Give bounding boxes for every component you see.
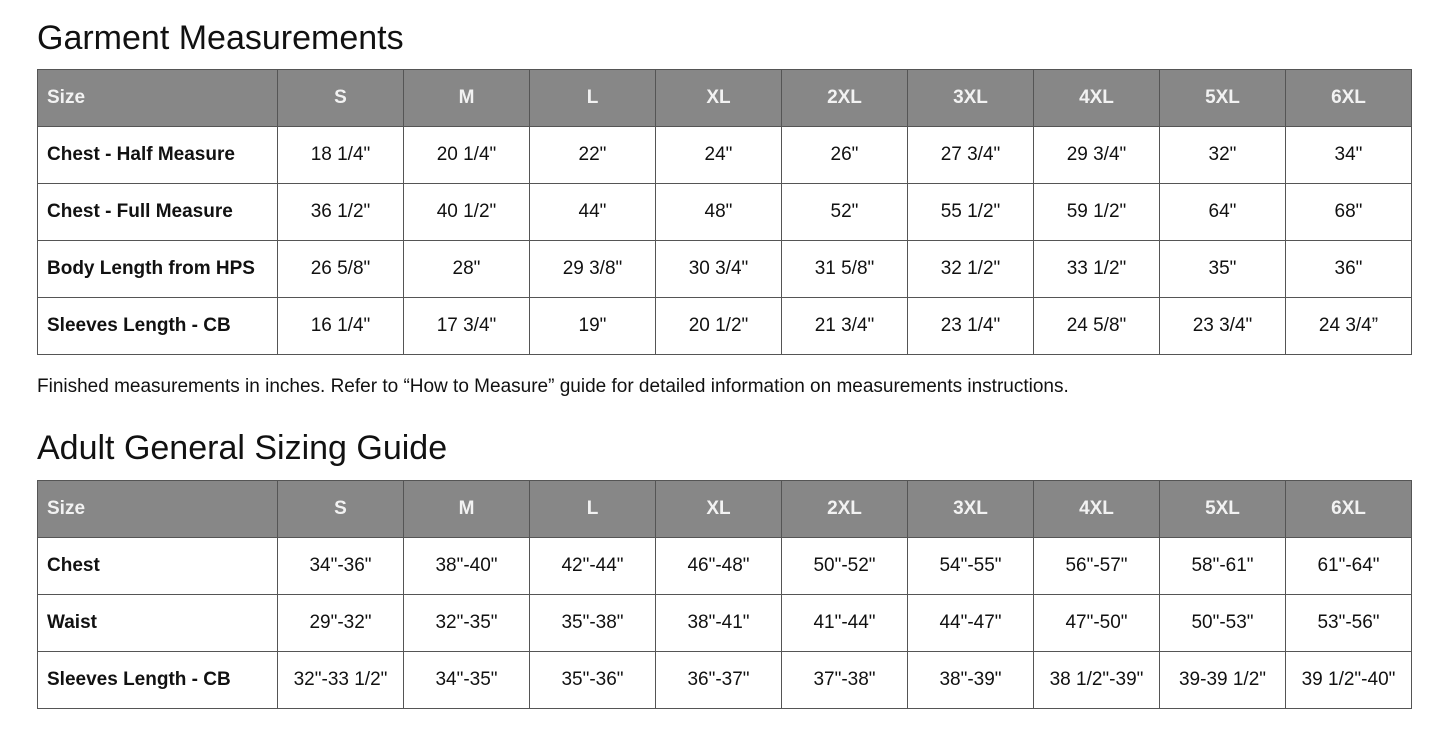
table-row xyxy=(38,241,1412,298)
table-cell: 37"-38" xyxy=(782,652,908,709)
header-size-2xl: 2XL xyxy=(782,70,908,127)
table-cell: 30 3/4" xyxy=(656,241,782,298)
table-row xyxy=(38,127,1412,184)
header-size-3xl: 3XL xyxy=(908,481,1034,538)
adult-sizing-guide-table xyxy=(37,480,1412,709)
table-cell: 33 1/2" xyxy=(1034,241,1160,298)
garment-measurements-table xyxy=(37,69,1412,355)
table-cell: 32 1/2" xyxy=(908,241,1034,298)
table-cell: 46"-48" xyxy=(656,538,782,595)
table-cell: 20 1/2" xyxy=(656,298,782,355)
table-cell: 17 3/4" xyxy=(404,298,530,355)
table-cell: 50"-53" xyxy=(1160,595,1286,652)
table-cell: 59 1/2" xyxy=(1034,184,1160,241)
table-cell: 34" xyxy=(1286,127,1412,184)
table-cell: 23 3/4" xyxy=(1160,298,1286,355)
table-cell: 36"-37" xyxy=(656,652,782,709)
table-cell: 39 1/2"-40" xyxy=(1286,652,1412,709)
table-cell: 32"-33 1/2" xyxy=(278,652,404,709)
table-cell: 42"-44" xyxy=(530,538,656,595)
header-size-3xl: 3XL xyxy=(908,70,1034,127)
header-size-4xl: 4XL xyxy=(1034,481,1160,538)
table-cell: 29"-32" xyxy=(278,595,404,652)
header-size-xl: XL xyxy=(656,70,782,127)
header-size-l: L xyxy=(530,70,656,127)
table-cell: 29 3/8" xyxy=(530,241,656,298)
header-size-5xl: 5XL xyxy=(1160,70,1286,127)
table-cell: 40 1/2" xyxy=(404,184,530,241)
table-cell: 38"-39" xyxy=(908,652,1034,709)
table-cell: 28" xyxy=(404,241,530,298)
header-size-m: M xyxy=(404,70,530,127)
table-row xyxy=(38,298,1412,355)
table-header-row xyxy=(38,481,1412,538)
table-cell: 32"-35" xyxy=(404,595,530,652)
table-cell: 44" xyxy=(530,184,656,241)
table-cell: 32" xyxy=(1160,127,1286,184)
table-cell: 50"-52" xyxy=(782,538,908,595)
header-size-s: S xyxy=(278,481,404,538)
measurement-note: Finished measurements in inches. Refer to “How to Measure” guide for detailed information on measurements instructions. xyxy=(37,376,1069,397)
row-label: Body Length from HPS xyxy=(38,241,278,298)
table-cell: 34"-35" xyxy=(404,652,530,709)
row-label: Chest - Half Measure xyxy=(38,127,278,184)
table-cell: 58"-61" xyxy=(1160,538,1286,595)
row-label: Waist xyxy=(38,595,278,652)
table-cell: 26 5/8" xyxy=(278,241,404,298)
header-size-m: M xyxy=(404,481,530,538)
row-label: Sleeves Length - CB xyxy=(38,298,278,355)
header-size-2xl: 2XL xyxy=(782,481,908,538)
table-cell: 52" xyxy=(782,184,908,241)
header-size-6xl: 6XL xyxy=(1286,481,1412,538)
table-cell: 21 3/4" xyxy=(782,298,908,355)
table-cell: 47"-50" xyxy=(1034,595,1160,652)
table-cell: 24 3/4” xyxy=(1286,298,1412,355)
table-cell: 64" xyxy=(1160,184,1286,241)
table-cell: 27 3/4" xyxy=(908,127,1034,184)
table-cell: 26" xyxy=(782,127,908,184)
row-label: Chest - Full Measure xyxy=(38,184,278,241)
table-row xyxy=(38,595,1412,652)
table-cell: 38"-41" xyxy=(656,595,782,652)
table-cell: 35"-38" xyxy=(530,595,656,652)
table-row xyxy=(38,538,1412,595)
header-size-label: Size xyxy=(38,481,278,538)
table-cell: 41"-44" xyxy=(782,595,908,652)
table-cell: 22" xyxy=(530,127,656,184)
row-label: Sleeves Length - CB xyxy=(38,652,278,709)
table-cell: 35"-36" xyxy=(530,652,656,709)
table-cell: 36 1/2" xyxy=(278,184,404,241)
garment-measurements-title: Garment Measurements xyxy=(37,19,404,57)
header-size-s: S xyxy=(278,70,404,127)
table-cell: 38"-40" xyxy=(404,538,530,595)
table-row xyxy=(38,652,1412,709)
table-cell: 24" xyxy=(656,127,782,184)
table-cell: 34"-36" xyxy=(278,538,404,595)
table-cell: 24 5/8" xyxy=(1034,298,1160,355)
header-size-l: L xyxy=(530,481,656,538)
table-cell: 48" xyxy=(656,184,782,241)
table-cell: 39-39 1/2" xyxy=(1160,652,1286,709)
table-cell: 23 1/4" xyxy=(908,298,1034,355)
table-cell: 56"-57" xyxy=(1034,538,1160,595)
table-cell: 68" xyxy=(1286,184,1412,241)
table-header-row xyxy=(38,70,1412,127)
header-size-5xl: 5XL xyxy=(1160,481,1286,538)
table-cell: 38 1/2"-39" xyxy=(1034,652,1160,709)
table-row xyxy=(38,184,1412,241)
table-cell: 36" xyxy=(1286,241,1412,298)
table-cell: 54"-55" xyxy=(908,538,1034,595)
table-cell: 18 1/4" xyxy=(278,127,404,184)
table-cell: 44"-47" xyxy=(908,595,1034,652)
header-size-4xl: 4XL xyxy=(1034,70,1160,127)
table-cell: 19" xyxy=(530,298,656,355)
table-cell: 55 1/2" xyxy=(908,184,1034,241)
table-cell: 31 5/8" xyxy=(782,241,908,298)
row-label: Chest xyxy=(38,538,278,595)
adult-sizing-guide-title: Adult General Sizing Guide xyxy=(37,429,448,467)
table-cell: 53"-56" xyxy=(1286,595,1412,652)
table-cell: 16 1/4" xyxy=(278,298,404,355)
table-cell: 20 1/4" xyxy=(404,127,530,184)
header-size-6xl: 6XL xyxy=(1286,70,1412,127)
table-cell: 61"-64" xyxy=(1286,538,1412,595)
table-cell: 35" xyxy=(1160,241,1286,298)
table-cell: 29 3/4" xyxy=(1034,127,1160,184)
header-size-xl: XL xyxy=(656,481,782,538)
header-size-label: Size xyxy=(38,70,278,127)
